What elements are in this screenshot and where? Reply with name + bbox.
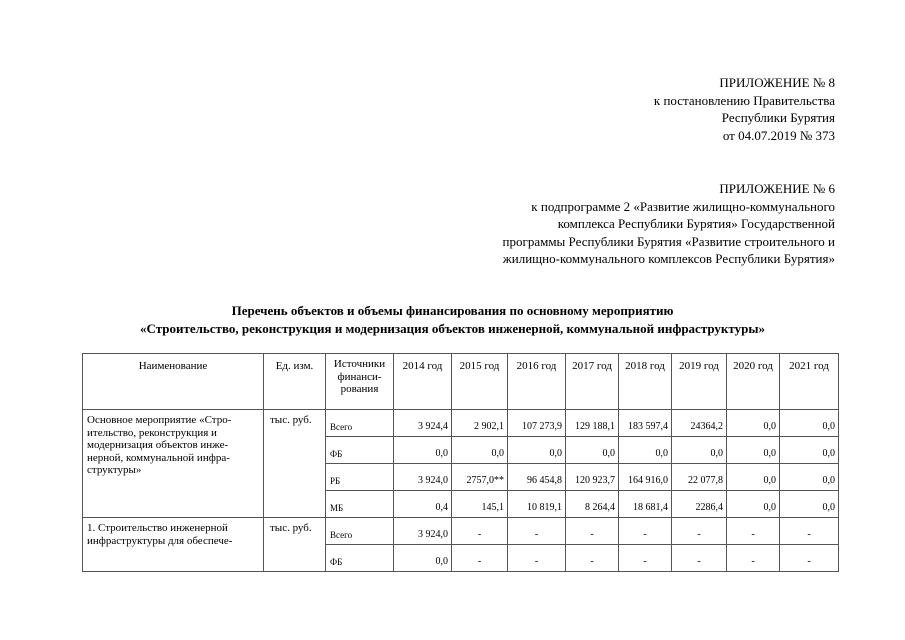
header-year: 2016 год [508,354,566,410]
appendix-8-number: ПРИЛОЖЕНИЕ № 8 [719,75,835,90]
appendix-6-line: комплекса Республики Бурятия» Государственной [557,216,835,231]
value-cell: - [672,518,727,545]
value-cell: 120 923,7 [566,464,619,491]
unit-cell: тыс. руб. [264,410,326,518]
table-body [83,410,839,572]
unit-cell: тыс. руб. [264,518,326,572]
value-cell: 0,0 [780,464,839,491]
appendix-6-line: программы Республики Бурятия «Развитие строительного и [502,233,835,249]
value-cell: - [508,518,566,545]
value-cell: 129 188,1 [566,410,619,437]
appendix-8-date: от 04.07.2019 № 373 [722,127,835,143]
source-cell: РБ [326,464,394,491]
appendix-8-line: Республики Бурятия [721,110,835,125]
appendix-6-line: жилищно-коммунального комплексов Республики Бурятия» [502,251,835,266]
financing-table [82,353,839,572]
appendix-6-line: к подпрограмме 2 «Развитие жилищно-коммунального [531,198,835,214]
appendix-6-number: ПРИЛОЖЕНИЕ № 6 [719,181,835,196]
header-year: 2015 год [452,354,508,410]
value-cell: - [566,518,619,545]
value-cell: 2 902,1 [452,410,508,437]
item-name-cell: Основное мероприятие «Стро-ительство, реконструкция и модернизация объектов инже-нерной, коммунальной инфра-структуры» [83,410,264,518]
value-cell: 0,0 [672,437,727,464]
value-cell: - [452,518,508,545]
value-cell: 24364,2 [672,410,727,437]
source-cell: Всего [326,518,394,545]
value-cell: 18 681,4 [619,491,672,518]
value-cell: 96 454,8 [508,464,566,491]
value-cell: 2286,4 [672,491,727,518]
header-year: 2021 год [780,354,839,410]
value-cell: 0,0 [780,410,839,437]
header-year: 2017 год [566,354,619,410]
value-cell: 0,0 [780,437,839,464]
value-cell: 2757,0** [452,464,508,491]
value-cell: 22 077,8 [672,464,727,491]
header-year: 2020 год [727,354,780,410]
header-unit: Ед. изм. [264,354,326,410]
value-cell: 0,0 [727,491,780,518]
source-cell: ФБ [326,545,394,572]
header-year: 2018 год [619,354,672,410]
value-cell: - [727,545,780,572]
value-cell: 0,0 [452,437,508,464]
source-cell: Всего [326,410,394,437]
header-name: Наименование [83,354,264,410]
source-cell: МБ [326,491,394,518]
value-cell: 0,0 [619,437,672,464]
value-cell: 10 819,1 [508,491,566,518]
value-cell: - [672,545,727,572]
value-cell: 0,0 [508,437,566,464]
document-title [0,302,905,338]
value-cell: 164 916,0 [619,464,672,491]
value-cell: - [619,545,672,572]
value-cell: 0,0 [727,410,780,437]
header-year: 2014 год [394,354,452,410]
value-cell: - [780,518,839,545]
value-cell: 3 924,0 [394,464,452,491]
header-year: 2019 год [672,354,727,410]
value-cell: 3 924,0 [394,518,452,545]
value-cell: - [452,545,508,572]
value-cell: 183 597,4 [619,410,672,437]
value-cell: - [727,518,780,545]
source-cell: ФБ [326,437,394,464]
value-cell: 0,4 [394,491,452,518]
table-row [83,410,839,437]
header-source: Источники финанси-рования [326,354,394,410]
item-name-cell: 1. Строительство инженерной инфраструктуры для обеспече- [83,518,264,572]
value-cell: 0,0 [566,437,619,464]
value-cell: 0,0 [780,491,839,518]
value-cell: 0,0 [394,437,452,464]
value-cell: 0,0 [394,545,452,572]
appendix-8-line: к постановлению Правительства [653,92,835,108]
value-cell: 0,0 [727,437,780,464]
title-line-1: Перечень объектов и объемы финансирования по основному мероприятию [231,303,674,318]
value-cell: 107 273,9 [508,410,566,437]
value-cell: - [566,545,619,572]
value-cell: - [619,518,672,545]
value-cell: - [508,545,566,572]
table-row [83,518,839,545]
appendix-8-header [654,74,835,144]
appendix-6-header [503,180,835,268]
value-cell: 145,1 [452,491,508,518]
value-cell: - [780,545,839,572]
title-line-2: «Строительство, реконструкция и модернизация объектов инженерной, коммунальной инфраструктуры» [139,321,766,336]
table-header-row [83,354,839,410]
value-cell: 3 924,4 [394,410,452,437]
value-cell: 8 264,4 [566,491,619,518]
value-cell: 0,0 [727,464,780,491]
